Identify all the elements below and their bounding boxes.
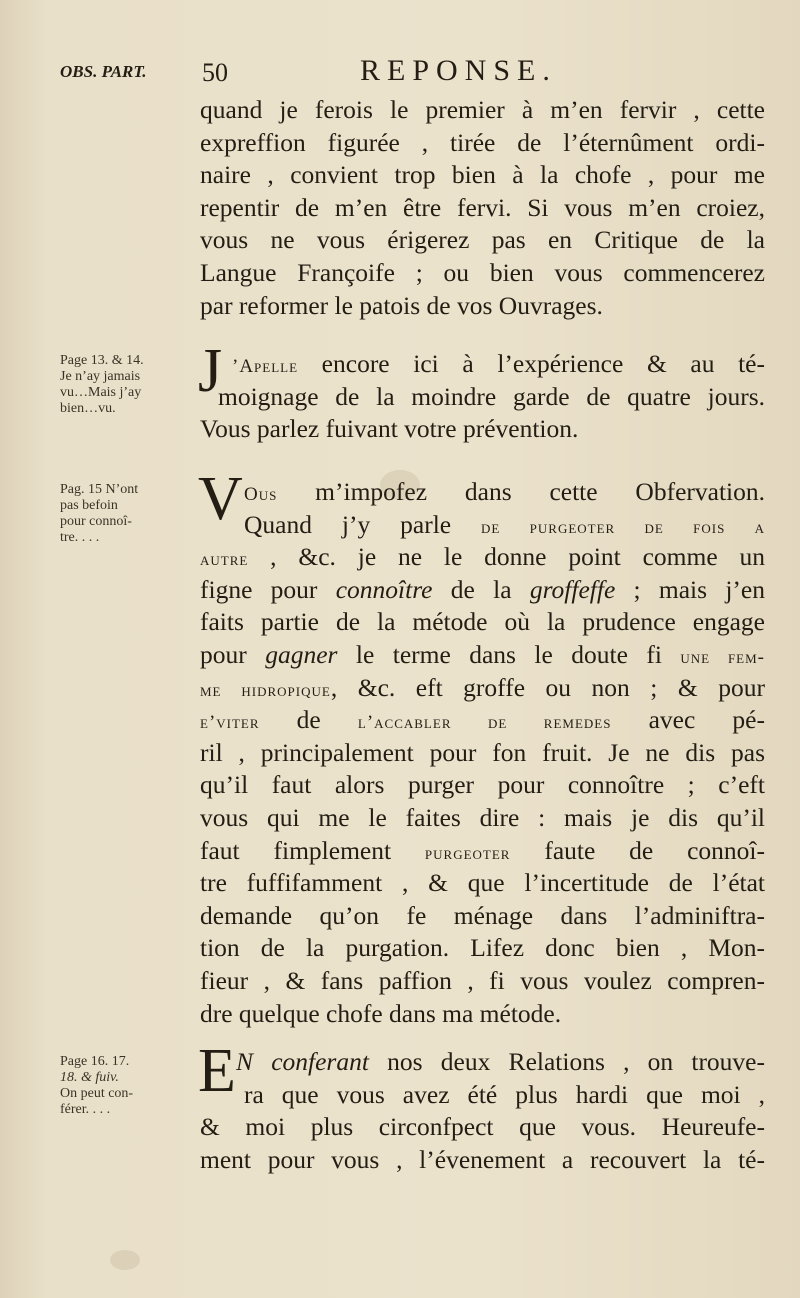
paragraph-2 — [232, 348, 765, 381]
text-span: m’impofez dans cette Obfervation. — [277, 477, 765, 506]
text-line — [236, 1046, 765, 1079]
paper-stain — [110, 1250, 140, 1270]
margin-note-line: pas befoin — [60, 498, 118, 513]
running-header — [60, 52, 760, 92]
paragraph-2-cont — [218, 381, 765, 414]
text-span: de — [259, 705, 358, 735]
text-line: repentir de m’en être fervi. Si vous m’en croiez, — [200, 192, 765, 222]
text-line: moignage de la moindre garde de quatre jours. — [218, 381, 765, 411]
text-line — [200, 574, 765, 607]
running-left: OBS. PART. — [60, 62, 147, 81]
small-caps-text: de purgeoter de fois a — [481, 516, 765, 538]
text-line: Vous parlez fuivant votre prévention. — [200, 414, 579, 444]
text-line: naire , convient trop bien à la chofe , pour me — [200, 160, 765, 190]
italic-text: N conferant — [236, 1047, 369, 1076]
small-caps-text: ’Apelle — [232, 356, 299, 377]
italic-text: groffeffe — [529, 574, 616, 604]
paragraph-3 — [200, 541, 765, 1030]
margin-note-1 — [60, 353, 188, 417]
text-line — [244, 476, 765, 509]
small-caps-text: autre — [200, 549, 249, 571]
margin-note-line: On peut con- — [60, 1086, 134, 1101]
paragraph-4-line2 — [244, 1079, 765, 1112]
paragraph-4-line1 — [236, 1046, 765, 1079]
page-title: REPONSE. — [360, 54, 557, 87]
margin-note-2 — [60, 482, 188, 546]
text-line: fieur , & fans paffion , fi vous voulez compren- — [200, 965, 765, 995]
text-span: faut fimplement — [200, 835, 425, 865]
small-caps-text: purgeoter — [424, 842, 511, 864]
drop-cap: V — [198, 465, 243, 533]
text-line — [200, 541, 765, 574]
text-line: tion de la purgation. Lifez donc bien , Mon- — [200, 933, 765, 963]
text-span: de la — [432, 574, 530, 604]
text-line: vous qui me le faites dire : mais je dis qu’il — [200, 802, 765, 832]
margin-note-3 — [60, 1054, 188, 1118]
text-line: expreffion figurée , tirée de l’éternûment ordi- — [200, 127, 765, 157]
margin-note-line: pour connoî- — [60, 514, 132, 529]
text-line — [232, 348, 765, 381]
margin-note-line: Je n’ay jamais — [60, 369, 141, 384]
text-span: nos deux Relations , on trouve- — [368, 1047, 765, 1076]
drop-cap: E — [198, 1037, 236, 1105]
margin-note-line: Page 16. 17. — [60, 1054, 130, 1069]
text-span: faute de connoî- — [510, 835, 765, 865]
paragraph-3-line1 — [244, 476, 765, 509]
small-caps-text: e’viter — [200, 712, 260, 734]
text-span: le terme dans le doute fi — [337, 639, 681, 669]
text-line: demande qu’on fe ménage dans l’adminiftra- — [200, 900, 765, 930]
paragraph-4 — [200, 1111, 765, 1176]
text-span: ; mais j’en — [615, 574, 765, 604]
text-line: & moi plus circonfpect que vous. Heureufe- — [200, 1112, 765, 1142]
margin-note-line: tre. . . . — [60, 530, 100, 545]
text-span: encore ici à l’expérience & au té- — [298, 349, 765, 378]
margin-note-line: Page 13. & 14. — [60, 353, 144, 368]
text-line: tre fuffifamment , & que l’incertitude de l’état — [200, 868, 765, 898]
page-number: 50 — [202, 58, 228, 87]
text-line — [244, 509, 765, 542]
text-line: ment pour vous , l’évenement a recouvert la té- — [200, 1144, 765, 1174]
paragraph-3-line2 — [244, 509, 765, 542]
text-line: vous ne vous érigerez pas en Critique de la — [200, 225, 765, 255]
small-caps-text: me hidropique — [200, 679, 331, 701]
text-span: , &c. je ne le donne point comme un — [248, 542, 765, 572]
text-span: Quand j’y parle — [244, 509, 482, 539]
text-span: figne pour — [200, 574, 336, 604]
text-line — [200, 639, 765, 672]
text-span: , &c. eft groffe ou non ; & pour — [330, 672, 765, 702]
text-line: Langue Françoife ; ou bien vous commencerez — [200, 257, 765, 287]
text-line: qu’il faut alors purger pour connoître ; c’eft — [200, 770, 765, 800]
margin-note-line: férer. . . . — [60, 1102, 111, 1117]
margin-note-line: bien…vu. — [60, 401, 116, 416]
text-line: dre quelque chofe dans ma métode. — [200, 998, 562, 1028]
italic-text: gagner — [265, 639, 338, 669]
margin-note-line: vu…Mais j’ay — [60, 385, 142, 400]
text-line: ra que vous avez été plus hardi que moi , — [244, 1079, 765, 1109]
text-line — [200, 672, 765, 705]
text-line: par reformer le patois de vos Ouvrages. — [200, 290, 603, 320]
paragraph-1 — [200, 94, 765, 322]
italic-text: connoître — [335, 574, 433, 604]
small-caps-text: l’accabler de remedes — [357, 712, 612, 734]
small-caps-text: Ous — [244, 484, 278, 505]
margin-note-line: 18. & fuiv. — [60, 1070, 119, 1085]
text-span: avec pé- — [611, 705, 765, 735]
drop-cap: J — [198, 337, 223, 405]
text-line — [200, 704, 765, 737]
text-line — [200, 835, 765, 868]
text-line: ril , principalement pour fon fruit. Je ne dis pas — [200, 737, 765, 767]
text-span: pour — [200, 639, 266, 669]
paragraph-2-end — [200, 413, 765, 446]
margin-note-line: Pag. 15 N’ont — [60, 482, 139, 497]
text-line: faits partie de la métode où la prudence engage — [200, 607, 765, 637]
text-line: quand je ferois le premier à m’en fervir , cette — [200, 95, 765, 124]
small-caps-text: une fem- — [680, 646, 766, 668]
